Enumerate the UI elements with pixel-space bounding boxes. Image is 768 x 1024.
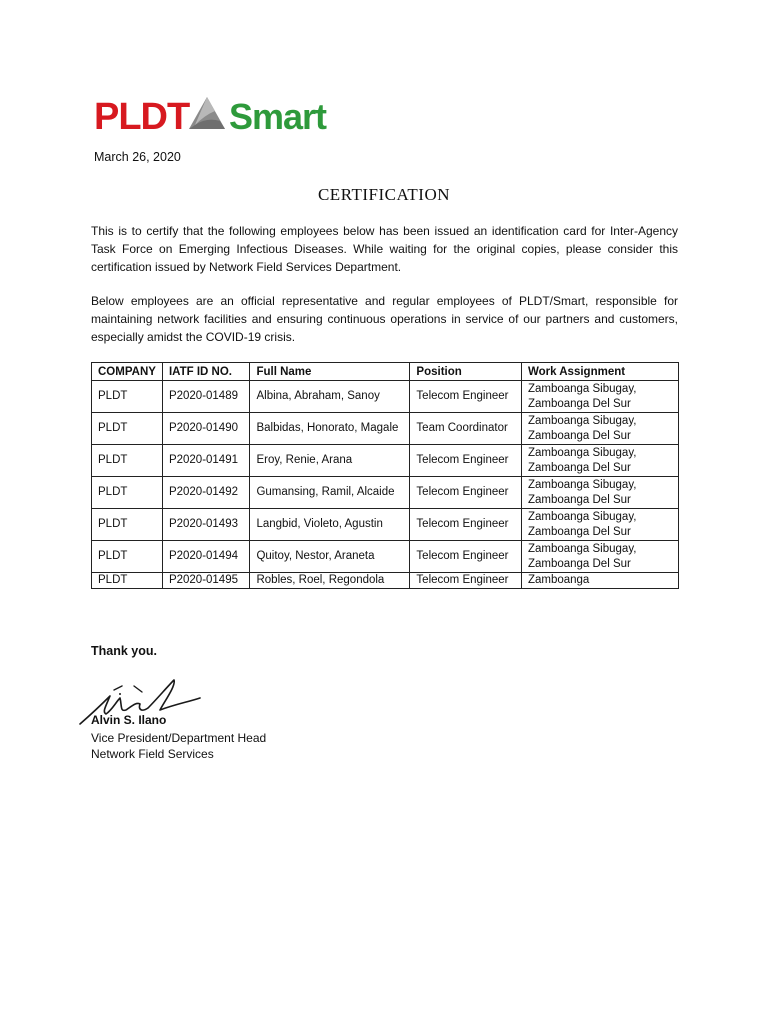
cell-work-assignment (521, 445, 678, 477)
cell-work-assignment (521, 541, 678, 573)
assignment-line: Zamboanga Del Sur (527, 493, 631, 506)
cell-position: Team Coordinator (410, 413, 522, 445)
column-header-company: COMPANY (92, 363, 163, 381)
employees-paragraph: Below employees are an official representative and regular employees of PLDT/Smart, responsible for maintaining network facilities and ensuring continuous operations in service of our partners and customers, especially amidst the COVID-19 crisis. (91, 294, 678, 344)
cell-iatf-id: P2020-01489 (162, 381, 250, 413)
table-row (92, 445, 679, 477)
logo-smart-text: Smart (229, 96, 327, 137)
signer-department: Network Field Services (91, 747, 214, 761)
table-header-row (92, 363, 679, 381)
cell-full-name: Balbidas, Honorato, Magale (250, 413, 410, 445)
cell-position: Telecom Engineer (410, 445, 522, 477)
assignment-line: Zamboanga Sibugay, (527, 414, 637, 427)
column-header-position: Position (410, 363, 522, 381)
cell-full-name: Gumansing, Ramil, Alcaide (250, 477, 410, 509)
triangle-logo-icon (187, 95, 227, 131)
column-header-full-name: Full Name (250, 363, 410, 381)
assignment-line: Zamboanga Sibugay, (527, 382, 637, 395)
table-row (92, 381, 679, 413)
cell-company: PLDT (92, 381, 163, 413)
cell-position: Telecom Engineer (410, 573, 522, 589)
signer-title: Vice President/Department Head (91, 731, 267, 745)
employee-table (91, 362, 679, 589)
cell-company: PLDT (92, 573, 163, 589)
cell-iatf-id: P2020-01493 (162, 509, 250, 541)
cell-full-name: Quitoy, Nestor, Araneta (250, 541, 410, 573)
column-header-work-assignment: Work Assignment (521, 363, 678, 381)
table-row (92, 477, 679, 509)
assignment-line: Zamboanga Del Sur (527, 557, 631, 570)
signer-name: Alvin S. Ilano (91, 713, 167, 727)
cell-full-name: Robles, Roel, Regondola (250, 573, 410, 589)
cell-iatf-id: P2020-01495 (162, 573, 250, 589)
cell-iatf-id: P2020-01492 (162, 477, 250, 509)
cell-company: PLDT (92, 445, 163, 477)
cell-position: Telecom Engineer (410, 509, 522, 541)
assignment-line: Zamboanga Del Sur (527, 397, 631, 410)
company-logo (94, 93, 334, 137)
cell-work-assignment (521, 381, 678, 413)
cell-iatf-id: P2020-01490 (162, 413, 250, 445)
assignment-line: Zamboanga Del Sur (527, 429, 631, 442)
assignment-line: Zamboanga Del Sur (527, 461, 631, 474)
assignment-line: Zamboanga Sibugay, (527, 446, 637, 459)
assignment-line: Zamboanga Sibugay, (527, 478, 637, 491)
cell-full-name: Eroy, Renie, Arana (250, 445, 410, 477)
assignment-line: Zamboanga Del Sur (527, 525, 631, 538)
letter-date: March 26, 2020 (94, 150, 181, 164)
certification-paragraph: This is to certify that the following employees below has been issued an identification card for Inter-Agency Task Force on Emerging Infectious Diseases. While waiting for the original copies, please consider this certification issued by Network Field Services Department. (91, 224, 678, 274)
cell-position: Telecom Engineer (410, 477, 522, 509)
cell-iatf-id: P2020-01494 (162, 541, 250, 573)
cell-company: PLDT (92, 509, 163, 541)
cell-company: PLDT (92, 477, 163, 509)
cell-work-assignment (521, 509, 678, 541)
cell-full-name: Langbid, Violeto, Agustin (250, 509, 410, 541)
table-row (92, 509, 679, 541)
assignment-line: Zamboanga Sibugay, (527, 542, 637, 555)
table-row (92, 573, 679, 589)
cell-company: PLDT (92, 541, 163, 573)
table-row (92, 413, 679, 445)
cell-position: Telecom Engineer (410, 381, 522, 413)
cell-work-assignment (521, 477, 678, 509)
page-title: CERTIFICATION (317, 185, 451, 204)
cell-work-assignment (521, 413, 678, 445)
cell-company: PLDT (92, 413, 163, 445)
cell-iatf-id: P2020-01491 (162, 445, 250, 477)
column-header-iatf-id: IATF ID NO. (162, 363, 250, 381)
cell-full-name: Albina, Abraham, Sanoy (250, 381, 410, 413)
closing-thanks: Thank you. (91, 644, 157, 658)
logo-pldt-text: PLDT (94, 96, 190, 138)
assignment-line: Zamboanga Sibugay, (527, 510, 637, 523)
cell-work-assignment: Zamboanga (521, 573, 678, 589)
cell-position: Telecom Engineer (410, 541, 522, 573)
table-row (92, 541, 679, 573)
